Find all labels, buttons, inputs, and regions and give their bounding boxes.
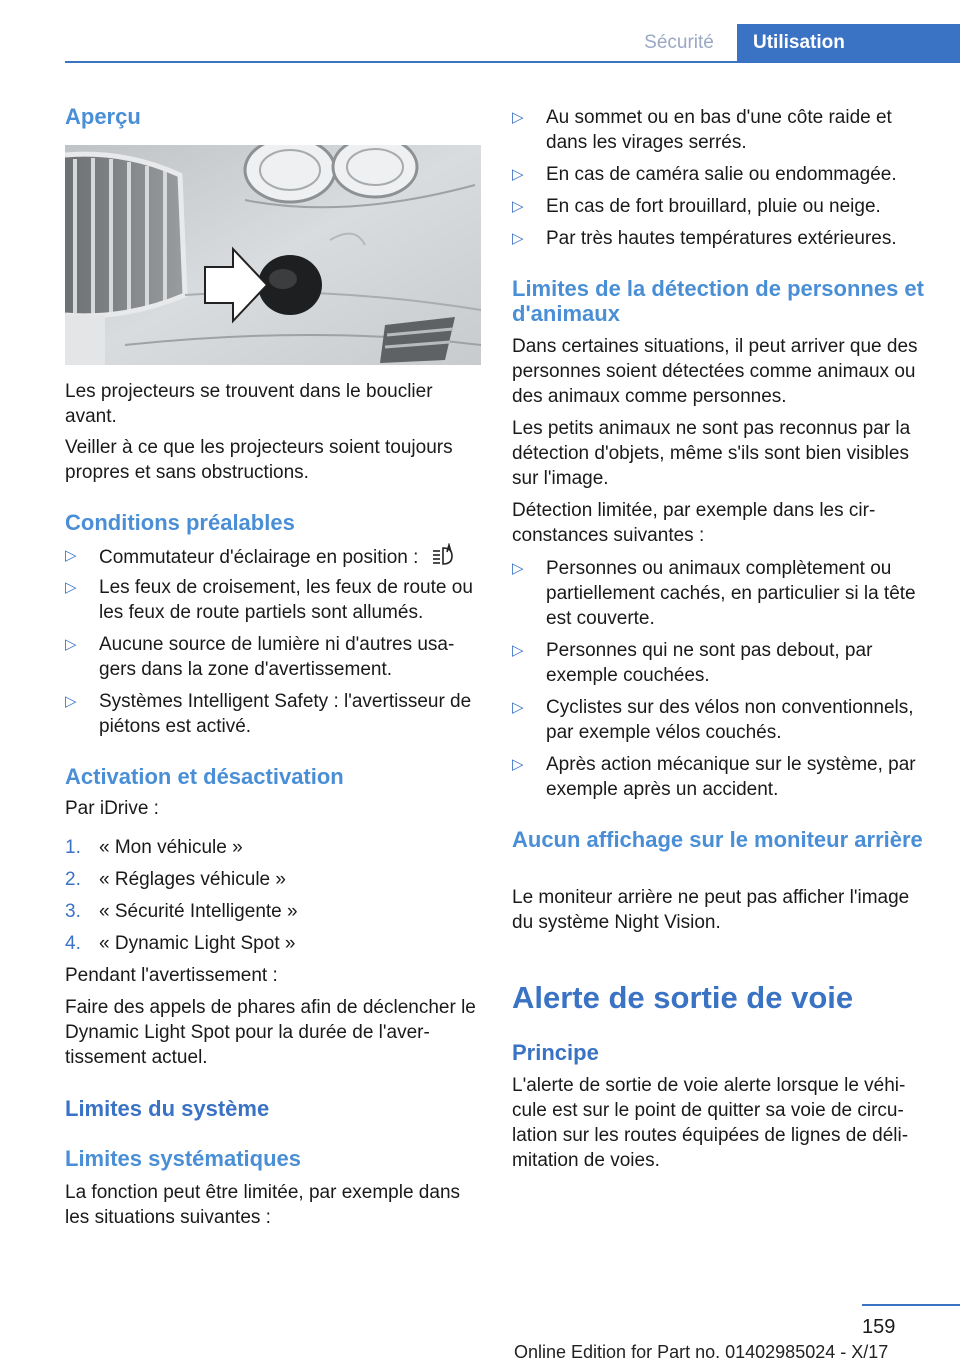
detection-heading: Limites de la détection de personnes et d'animaux xyxy=(512,276,924,326)
limites-heading: Limites du système xyxy=(65,1096,270,1121)
step-number: 3. xyxy=(65,901,81,922)
header-rule xyxy=(65,61,960,63)
par-idrive-text: Par iDrive : xyxy=(65,798,159,819)
apercu-text-1: Les projecteurs se trouvent dans le bouclier avant. xyxy=(65,381,433,427)
aucun-affichage-heading: Aucun affichage sur le moniteur arrière xyxy=(512,827,923,852)
triangle-bullet-icon: ▷ xyxy=(65,693,77,710)
list-item-text: « Dynamic Light Spot » xyxy=(99,933,296,954)
triangle-bullet-icon: ▷ xyxy=(65,579,77,596)
apercu-text-2: Veiller à ce que les projecteurs soient toujours propres et sans obstructions. xyxy=(65,437,453,483)
list-item xyxy=(512,556,928,631)
list-item-text: Après action mécanique sur le système, par exemple après un accident. xyxy=(546,754,916,800)
pendant-text: Pendant l'avertissement : xyxy=(65,965,278,986)
principe-heading: Principe xyxy=(512,1040,599,1065)
list-item-text: Au sommet ou en bas d'une côte raide et dans les virages serrés. xyxy=(546,107,892,153)
tab-securite-label: Sécurité xyxy=(644,32,714,53)
list-item-text: Systèmes Intelligent Safety : l'avertisseur de piétons est activé. xyxy=(99,691,472,737)
list-item-text: « Mon véhicule » xyxy=(99,837,243,858)
step-number: 2. xyxy=(65,869,81,890)
list-item-text: Les feux de croisement, les feux de route ou les feux de route partiels sont allumés. xyxy=(99,577,473,623)
list-item xyxy=(65,867,481,892)
triangle-bullet-icon: ▷ xyxy=(65,547,77,564)
list-item-text: Par très hautes températures extérieures. xyxy=(546,228,897,249)
bumper-figure xyxy=(65,145,481,365)
list-item xyxy=(512,226,928,251)
detection-text-1: Dans certaines situations, il peut arriver que des personnes soient détectées comme animaux ou des animaux comme personnes. xyxy=(512,336,918,407)
list-item xyxy=(65,689,481,739)
tab-utilisation-label: Utilisation xyxy=(753,32,845,53)
list-item xyxy=(512,194,928,219)
list-item-text: Cyclistes sur des vélos non conventionnels, par exemple vélos couchés. xyxy=(546,697,914,743)
list-item-text: Commutateur d'éclairage en position : xyxy=(99,547,419,568)
triangle-bullet-icon: ▷ xyxy=(512,560,524,577)
list-item xyxy=(512,638,928,688)
limites-systematiques-heading: Limites systématiques xyxy=(65,1146,301,1171)
triangle-bullet-icon: ▷ xyxy=(65,636,77,653)
list-item xyxy=(512,695,928,745)
list-item-text: En cas de fort brouillard, pluie ou neige. xyxy=(546,196,881,217)
list-item xyxy=(512,105,928,155)
list-item-text: Personnes qui ne sont pas debout, par exemple couchées. xyxy=(546,640,873,686)
tab-securite[interactable] xyxy=(622,24,736,62)
triangle-bullet-icon: ▷ xyxy=(512,109,524,126)
tab-utilisation[interactable] xyxy=(737,24,960,62)
principe-text: L'alerte de sortie de voie alerte lorsque le véhicule est sur le point de quitter sa voie de circulation sur les routes équipées de lignes de délimitation de voies. xyxy=(512,1075,909,1171)
list-item-text: Personnes ou animaux complètement ou partiellement cachés, en particulier si la tête est couverte. xyxy=(546,558,916,629)
list-item xyxy=(65,632,481,682)
car-front-bumper-with-arrow-image xyxy=(65,145,481,365)
conditions-heading: Conditions préalables xyxy=(65,510,295,535)
limites-text: La fonction peut être limitée, par exemple dans les situations suivantes : xyxy=(65,1182,461,1228)
faire-text: Faire des appels de phares afin de déclencher le Dynamic Light Spot pour la durée de l'avertissement actuel. xyxy=(65,997,476,1068)
triangle-bullet-icon: ▷ xyxy=(512,699,524,716)
apercu-heading: Aperçu xyxy=(65,104,141,129)
triangle-bullet-icon: ▷ xyxy=(512,198,524,215)
list-item xyxy=(65,899,481,924)
activation-heading: Activation et désactivation xyxy=(65,764,344,789)
edition-text: Online Edition for Part no. 01402985024 - X/17 xyxy=(514,1342,889,1362)
step-number: 4. xyxy=(65,933,81,954)
detection-text-3: Détection limitée, par exemple dans les circonstances suivantes : xyxy=(512,500,876,546)
list-item xyxy=(512,752,928,802)
list-item-text: « Réglages véhicule » xyxy=(99,869,286,890)
footer-rule xyxy=(862,1304,960,1306)
automatic-headlight-icon xyxy=(430,543,456,567)
aucun-affichage-text: Le moniteur arrière ne peut pas afficher l'image du système Night Vision. xyxy=(512,887,910,933)
step-number: 1. xyxy=(65,837,81,858)
list-item-text: En cas de caméra salie ou endommagée. xyxy=(546,164,897,185)
list-item-text: Aucune source de lumière ni d'autres usagers dans la zone d'avertissement. xyxy=(99,634,455,680)
triangle-bullet-icon: ▷ xyxy=(512,166,524,183)
list-item xyxy=(65,931,481,956)
page-number: 159 xyxy=(862,1316,896,1338)
triangle-bullet-icon: ▷ xyxy=(512,756,524,773)
list-item xyxy=(65,835,481,860)
list-item xyxy=(65,575,481,625)
triangle-bullet-icon: ▷ xyxy=(512,230,524,247)
list-item-text: « Sécurité Intelligente » xyxy=(99,901,298,922)
list-item xyxy=(512,162,928,187)
alerte-sortie-voie-heading: Alerte de sortie de voie xyxy=(512,980,854,1015)
list-item xyxy=(65,543,481,570)
triangle-bullet-icon: ▷ xyxy=(512,642,524,659)
detection-text-2: Les petits animaux ne sont pas reconnus par la détection d'objets, même s'ils sont bien visibles sur l'image. xyxy=(512,418,911,489)
